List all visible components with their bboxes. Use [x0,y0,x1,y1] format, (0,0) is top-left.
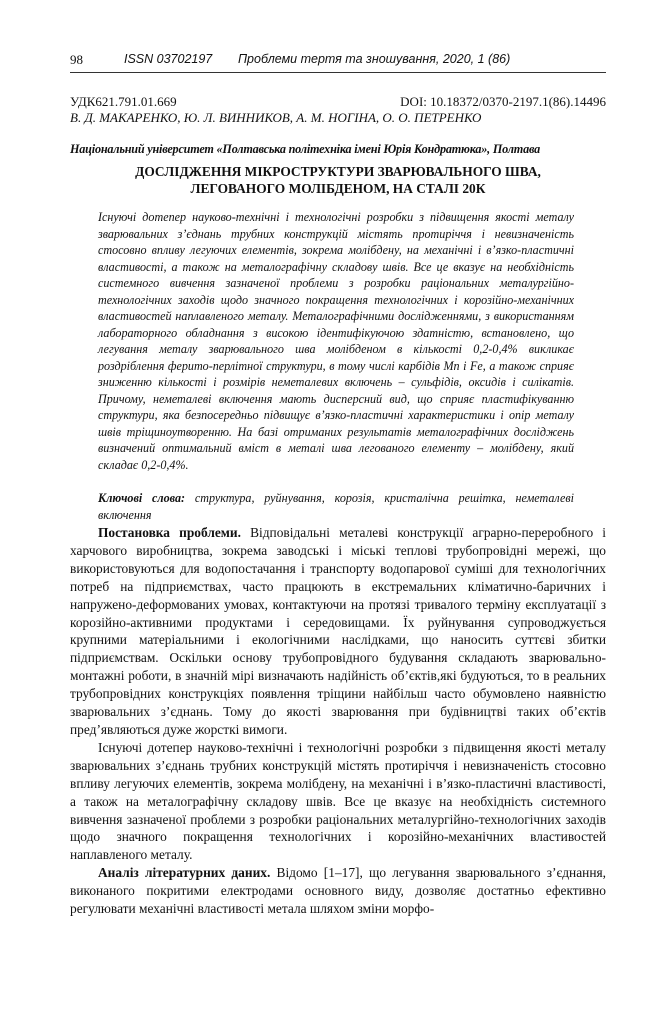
running-header [70,52,610,70]
authors: В. Д. МАКАРЕНКО, Ю. Л. ВИННИКОВ, А. М. НОГІНА, О. О. ПЕТРЕНКО [70,110,482,125]
abstract: Існуючі дотепер науково-технічні і технологічні розробки з підвищення якості металу зварювальних з’єднань трубних конструкцій містять протиріччя і невизначеність стосовно впливу легуючих елементів, зокрема молібдену, на механічні і в’язко-пластичні властивості, а також на металографічну складову швів. Все це вказує на необхідність системного вивчення зазначеної проблеми з розробки раціональних металургійно-технологічних заходів щодо значного покращення технологічних і корозійно-механічних властивостей наплавленого металу. Металографічними дослідженнями, з використанням лабораторного обладнання з високою ідентифікуючою здатністю, встановлено, що легування металу зварювального шва молібденом в кількості 0,2-0,4% викликає роздріблення ферито-перлітної структури, в тому числі карбідів Mn і Fe, а також сприяє зниженню кількості і розмірів неметалевих включень – сульфідів, оксидів і силікатів. Причому, неметалеві включення мають дисперсний вид, що сприяє пластифікуванню структури, яка безпосередньо підвищує в’язко-пластичні характеристики і опір металу швів тріщиноутворенню. На базі отриманих результатів металографічних досліджень визначений оптимальний вміст в металі шва легованого елементу – молібдену, який складає 0,2-0,4%. [98,210,574,472]
keywords-label: Ключові слова: [98,491,186,505]
doi-link[interactable]: DOI: 10.18372/0370-2197.1(86).14496 [400,94,606,109]
issn: ISSN 03702197 [124,52,213,66]
affiliation: Національний університет «Полтавська політехніка імені Юрія Кондратюка», Полтава [70,142,541,156]
article-body [70,524,606,918]
paragraph [70,524,606,739]
title-line-2: ЛЕГОВАНОГО МОЛІБДЕНОМ, НА СТАЛІ 20К [190,181,486,196]
paragraph-text: Існуючі дотепер науково-технічні і технологічні розробки з підвищення якості металу зварювальних з’єднань трубних конструкцій містять протиріччя і невизначеність стосовно впливу легуючих елементів, зокрема молібдену, на механічні і в’язко-пластичні властивості, а також на металографічну складову швів. Все це вказує на необхідність системного вивчення зазначеної проблеми з розробки раціональних металургійно-технологічних заходів щодо значного покращення технологічних і корозійно-механічних властивостей наплавленого металу. [70,739,606,863]
paragraph-text: Відповідальні металеві конструкції аграрно-переробного і харчового виробництва, зокрема заводські і міські теплові трубопровідні мережі, що використовуються для водопостачання і транспорту водопарової суміші для технологічних потреб на підприємствах, часто працюють в екстремальних кліматично-баричних і напружено-деформованих умовах, контактуючи на протязі тривалого терміну експлуатації з корозійно-активними продуктами і середовищами. Їх руйнування супроводжується крупними матеріальними і екологічними наслідками, що наносить суттєві збитки підприємствам. Оскільки основу трубопровідного будування складають зварювально-монтажні роботи, в значній мірі визначають надійність об’єктів,які будуються, то в реальних трубопровідних конструкціях появлення тріщини найбільш часто обумовлено наявністю зварювальних з’єднань. Тому до якості зварювання при будівництві таких об’єктів пред’являються дуже жорсткі вимоги. [70,525,606,737]
journal-title: Проблеми тертя та зношування, 2020, 1 (86) [238,52,511,66]
article-title [70,163,606,197]
header-rule [70,72,606,73]
paragraph-text: Відомо [1–17], що легування зварювального з’єднання, виконаного покритими електродами основного виду, дозволяє достатньо ефективно регулювати механічні властивості метала шляхом зміни морфо- [70,865,606,917]
title-line-1: ДОСЛІДЖЕННЯ МІКРОСТРУКТУРИ ЗВАРЮВАЛЬНОГО ШВА, [135,164,541,179]
section-heading: Постановка проблеми. [98,525,241,540]
paragraph [70,739,606,864]
udc-code: УДК621.791.01.669 [70,94,177,109]
page-number: 98 [70,52,83,67]
keywords-text: структура, руйнування, корозія, кристалічна решітка, неметалеві включення [98,491,574,522]
paragraph [70,864,606,918]
keywords [98,490,574,523]
section-heading: Аналіз літературних даних. [98,865,271,881]
